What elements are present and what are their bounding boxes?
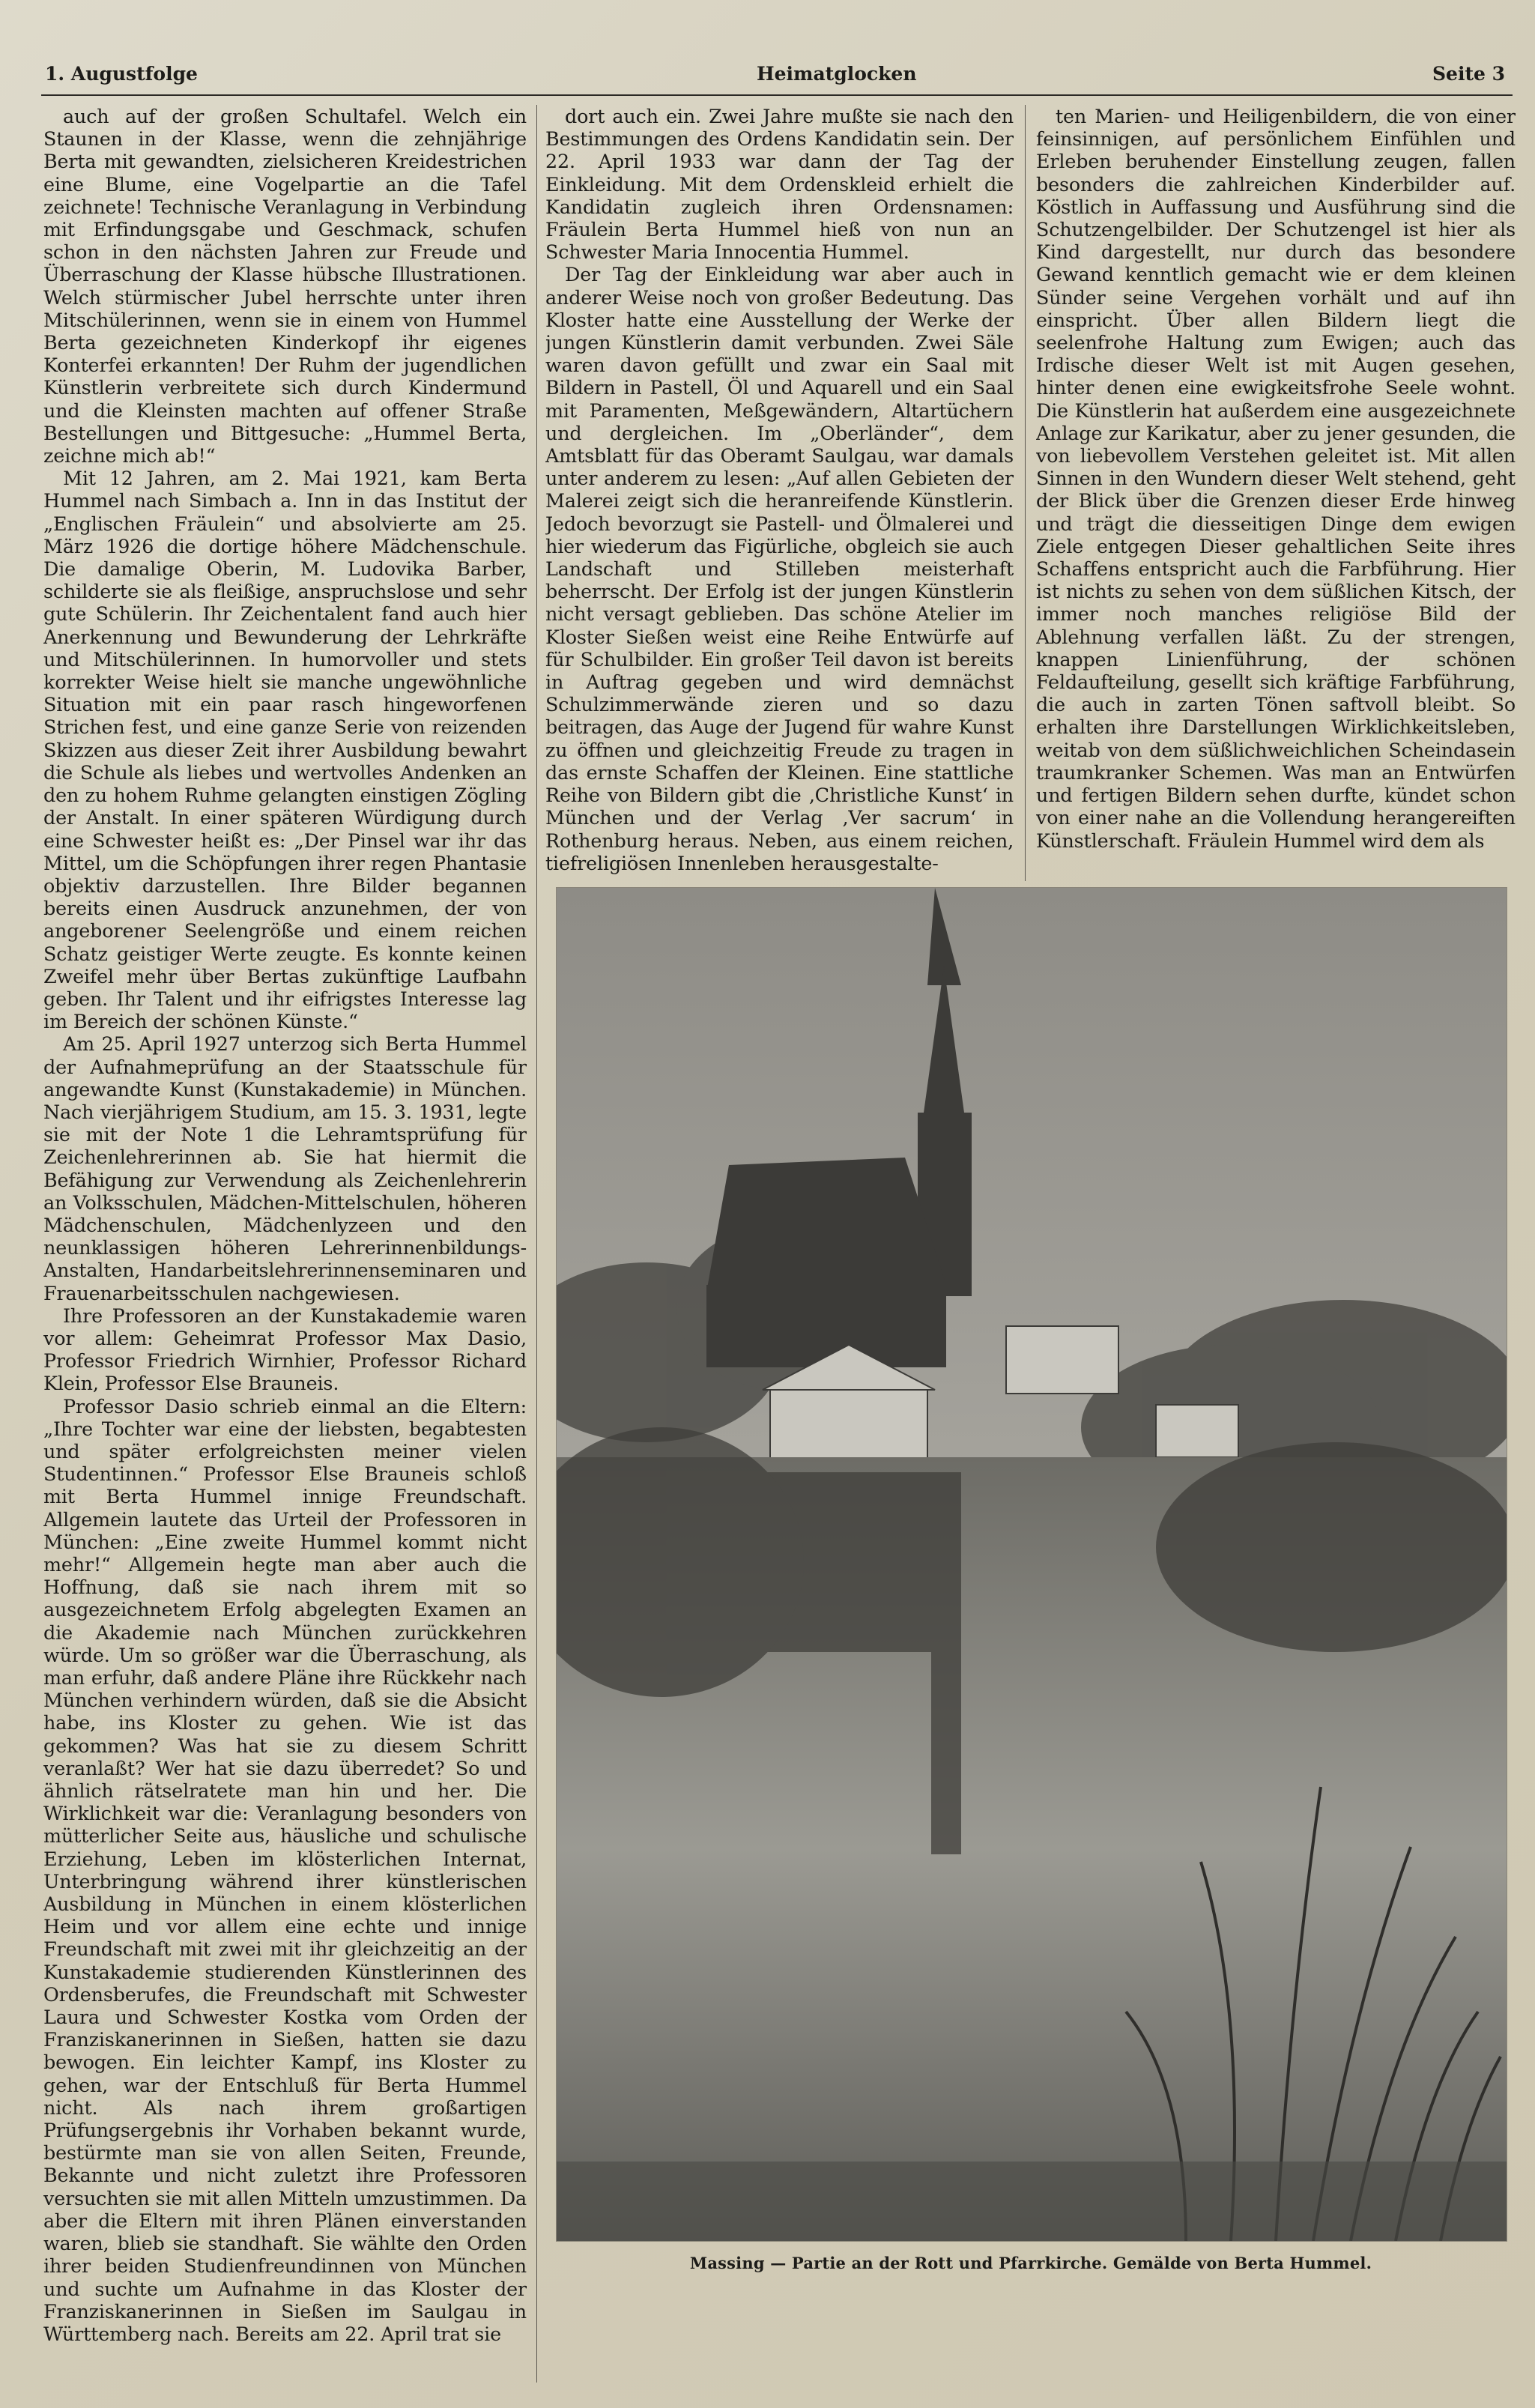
article-column-1: [43, 105, 527, 2383]
column-divider: [536, 105, 537, 2383]
article-column-2: [545, 105, 1014, 881]
paragraph: Der Tag der Einkleidung war aber auch in anderer Weise noch von großer Bedeutung. Das Kloster hatte eine Ausstellung der Werke der jungen Künstlerin damit verbunden. Zwei Säle waren davon gefüllt und zwar ein Saal mit Bildern in Pastell, Öl und Aquarell und ein Saal mit Paramenten, Meßgewändern, Altartüchern und dergleichen. Im „Oberländer“, dem Amtsblatt für das Oberamt Saulgau, war damals unter anderem zu lesen: „Auf allen Gebieten der Malerei zeigt sich die heranreifende Künstlerin. Jedoch bevorzugt sie Pastell- und Ölmalerei und hier wiederum das Figürliche, obgleich sie auch Landschaft und Stilleben meisterhaft beherrscht. Der Erfolg ist der jungen Künstlerin nicht versagt geblieben. Das schöne Atelier im Kloster Sießen weist eine Reihe Entwürfe auf für Schulbilder. Ein großer Teil davon ist bereits in Auftrag gegeben und wird demnächst Schulzimmerwände zieren und so dazu beitragen, das Auge der Jugend für wahre Kunst zu öffnen und gleichzeitig Freude zu tragen in das ernste Schaffen der Kleinen. Eine stattliche Reihe von Bildern gibt die ‚Christliche Kunst‘ in München und der Verlag ‚Ver sacrum‘ in Rothenburg heraus. Neben, aus einem reichen, tiefreligiösen Innenleben herausgestalte-: [545, 263, 1014, 874]
paragraph: Ihre Professoren an der Kunstakademie waren vor allem: Geheimrat Professor Max Dasio, Professor Friedrich Wirnhier, Professor Richard Klein, Professor Else Brauneis.: [43, 1304, 527, 1395]
article-column-3: [1036, 105, 1516, 881]
paragraph: Professor Dasio schrieb einmal an die Eltern: „Ihre Tochter war eine der liebsten, begabtesten und später erfolgreichsten meiner vielen Studentinnen.“ Professor Else Brauneis schloß mit Berta Hummel innige Freundschaft. Allgemein lautete das Urteil der Professoren in München: „Eine zweite Hummel kommt nicht mehr!“ Allgemein hegte man aber auch die Hoffnung, daß sie nach ihrem mit so ausgezeichnetem Erfolg abgelegten Examen an die Akademie nach München zurückkehren würde. Um so größer war die Überraschung, als man erfuhr, daß andere Pläne ihre Rückkehr nach München verhindern würden, daß sie die Absicht habe, ins Kloster zu gehen. Wie ist das gekommen? Was hat sie zu diesem Schritt veranlaßt? Wer hat sie dazu überredet? So und ähnlich rätselratete man hin und her. Die Wirklichkeit war die: Veranlagung besonders von mütterlicher Seite aus, häusliche und schulische Erziehung, Leben im klösterlichen Internat, Unterbringung während ihrer künstlerischen Ausbildung in München in einem klösterlichen Heim und vor allem eine echte und innige Freundschaft mit zwei mit ihr gleichzeitig an der Kunstakademie studierenden Künstlerinnen des Ordensberufes, die Freundschaft mit Schwester Laura und Schwester Kostka vom Orden der Franziskanerinnen in Sießen, hatten sie dazu bewogen. Ein leichter Kampf, ins Kloster zu gehen, war der Entschluß für Berta Hummel nicht. Als nach ihrem großartigen Prüfungsergebnis ihr Vorhaben bekannt wurde, bestürmte man sie von allen Seiten, Freunde, Bekannte und nicht zuletzt ihre Professoren versuchten sie mit allen Mitteln umzustimmen. Da aber die Eltern mit ihren Plänen einverstanden waren, blieb sie standhaft. Sie wählte den Orden ihrer beiden Studienfreundinnen von München und suchte um Aufnahme in das Kloster der Franziskanerinnen in Sießen im Saulgau in Württemberg nach. Bereits am 22. April trat sie: [43, 1394, 527, 2345]
paragraph: dort auch ein. Zwei Jahre mußte sie nach den Bestimmungen des Ordens Kandidatin sein. Der 22. April 1933 war dann der Tag der Einkleidung. Mit dem Ordenskleid erhielt die Kandidatin zugleich ihren Ordensnamen: Fräulein Berta Hummel hieß von nun an Schwester Maria Innocentia Hummel.: [545, 105, 1014, 264]
paragraph: auch auf der großen Schultafel. Welch ein Staunen in der Klasse, wenn die zehnjährige Berta mit gewandten, zielsicheren Kreidestrichen eine Blume, eine Vogelpartie an die Tafel zeichnete! Technische Veranlagung in Verbindung mit Erfindungsgabe und Geschmack, schufen schon in den nächsten Jahren zur Freude und Überraschung der Klasse hübsche Illustrationen. Welch stürmischer Jubel herrschte unter ihren Mitschülerinnen, wenn sie in einem von Hummel Berta gezeichneten Kinderkopf ihr eigenes Konterfei erkannten! Der Ruhm der jugendlichen Künstlerin verbreitete sich durch Kindermund und die Kleinsten machten auf offener Straße Bestellungen und Bittgesuche: „Hummel Berta, zeichne mich ab!“: [43, 105, 527, 468]
paragraph: Am 25. April 1927 unterzog sich Berta Hummel der Aufnahmeprüfung an der Staatsschule für angewandte Kunst (Kunstakademie) in München. Nach vierjährigem Studium, am 15. 3. 1931, legte sie mit der Note 1 die Lehramtsprüfung für Zeichenlehrerinnen ab. Sie hat hiermit die Befähigung zur Verwendung als Zeichenlehrerin an Volksschulen, Mädchen-Mittelschulen, höheren Mädchenschulen, Mädchenlyzeen und den neunklassigen höheren Lehrerinnenbildungs-Anstalten, Handarbeitslehrerinnenseminaren und Frauenarbeitsschulen nachgewiesen.: [43, 1032, 527, 1304]
page-header: [45, 63, 1505, 94]
paragraph: ten Marien- und Heiligenbildern, die von einer feinsinnigen, auf persönlichem Einfühlen und Erleben beruhender Einstellung zeugen, fallen besonders die zahlreichen Kinderbilder auf. Köstlich in Auffassung und Ausführung sind die Schutzengelbilder. Der Schutzengel ist hier als Kind dargestellt, nur durch das besondere Gewand kenntlich gemacht wie er dem kleinen Sünder seine Vergehen vorhält und auf ihn einspricht. Über allen Bildern liegt die seelenfrohe Haltung zum Ewigen; auch das Irdische dieser Welt ist mit Augen gesehen, hinter denen eine ewigkeitsfrohe Seele wohnt. Die Künstlerin hat außerdem eine ausgezeichnete Anlage zur Karikatur, aber zu jener gesunden, die von liebevollem Verstehen geleitet ist. Mit allen Sinnen in den Wundern dieser Welt stehend, geht der Blick über die Grenzen dieser Erde hinweg und trägt die diesseitigen Dinge dem ewigen Ziele entgegen Dieser gehaltlichen Seite ihres Schaffens entspricht auch die Farbführung. Hier ist nichts zu sehen von dem süßlichen Kitsch, der immer noch manches religiöse Bild der Ablehnung verfallen läßt. Zu der strengen, knappen Linienführung, der schönen Feldaufteilung, gesellt sich kräftige Farbführung, die auch in zarten Tönen saftvoll bleibt. So erhalten ihre Darstellungen Wirklichkeitsleben, weitab von dem süßlichweichlichen Scheindasein traumkranker Schemen. Was man an Entwürfen und fertigen Bildern sehen durfte, kündet schon von einer nahe an die Vollendung herangereiften Künstlerschaft. Fräulein Hummel wird dem als: [1036, 105, 1516, 852]
paragraph: Mit 12 Jahren, am 2. Mai 1921, kam Berta Hummel nach Simbach a. Inn in das Institut der „Englischen Fräulein“ und absolvierte am 25. März 1926 die dortige höhere Mädchenschule. Die damalige Oberin, M. Ludovika Barber, schilderte sie als fleißige, anspruchslose und sehr gute Schülerin. Ihr Zeichentalent fand auch hier Anerkennung und Bewunderung der Lehrkräfte und Mitschülerinnen. In humorvoller und stets korrekter Weise hielt sie manche ungewöhnliche Situation mit ein paar rasch hingeworfenen Strichen fest, und eine ganze Serie von reizenden Skizzen aus dieser Zeit ihrer Ausbildung bewahrt die Schule als liebes und wertvolles Andenken an den zu hohem Ruhme gelangten einstigen Zögling der Anstalt. In einer späteren Würdigung durch eine Schwester heißt es: „Der Pinsel war ihr das Mittel, um die Schöpfungen ihrer regen Phantasie objektiv darzustellen. Ihre Bilder begannen bereits einen Ausdruck anzunehmen, der von angeborener Seelengröße und einem reichen Schatz geistiger Werte zeugte. Es konnte keinen Zweifel mehr über Bertas zukünftige Laufbahn geben. Ihr Talent und ihr eifrigstes Interesse lag im Bereich der schönen Künste.“: [43, 467, 527, 1033]
column-divider: [1025, 105, 1026, 881]
publication-title: Heimatglocken: [757, 63, 917, 85]
painting-reproduction: [556, 887, 1507, 2242]
page-number: Seite 3: [1432, 63, 1505, 85]
issue-label: 1. Augustfolge: [45, 63, 198, 85]
image-caption: Massing — Partie an der Rott und Pfarrkirche. Gemälde von Berta Hummel.: [689, 2254, 1372, 2272]
header-rule: [41, 94, 1513, 96]
